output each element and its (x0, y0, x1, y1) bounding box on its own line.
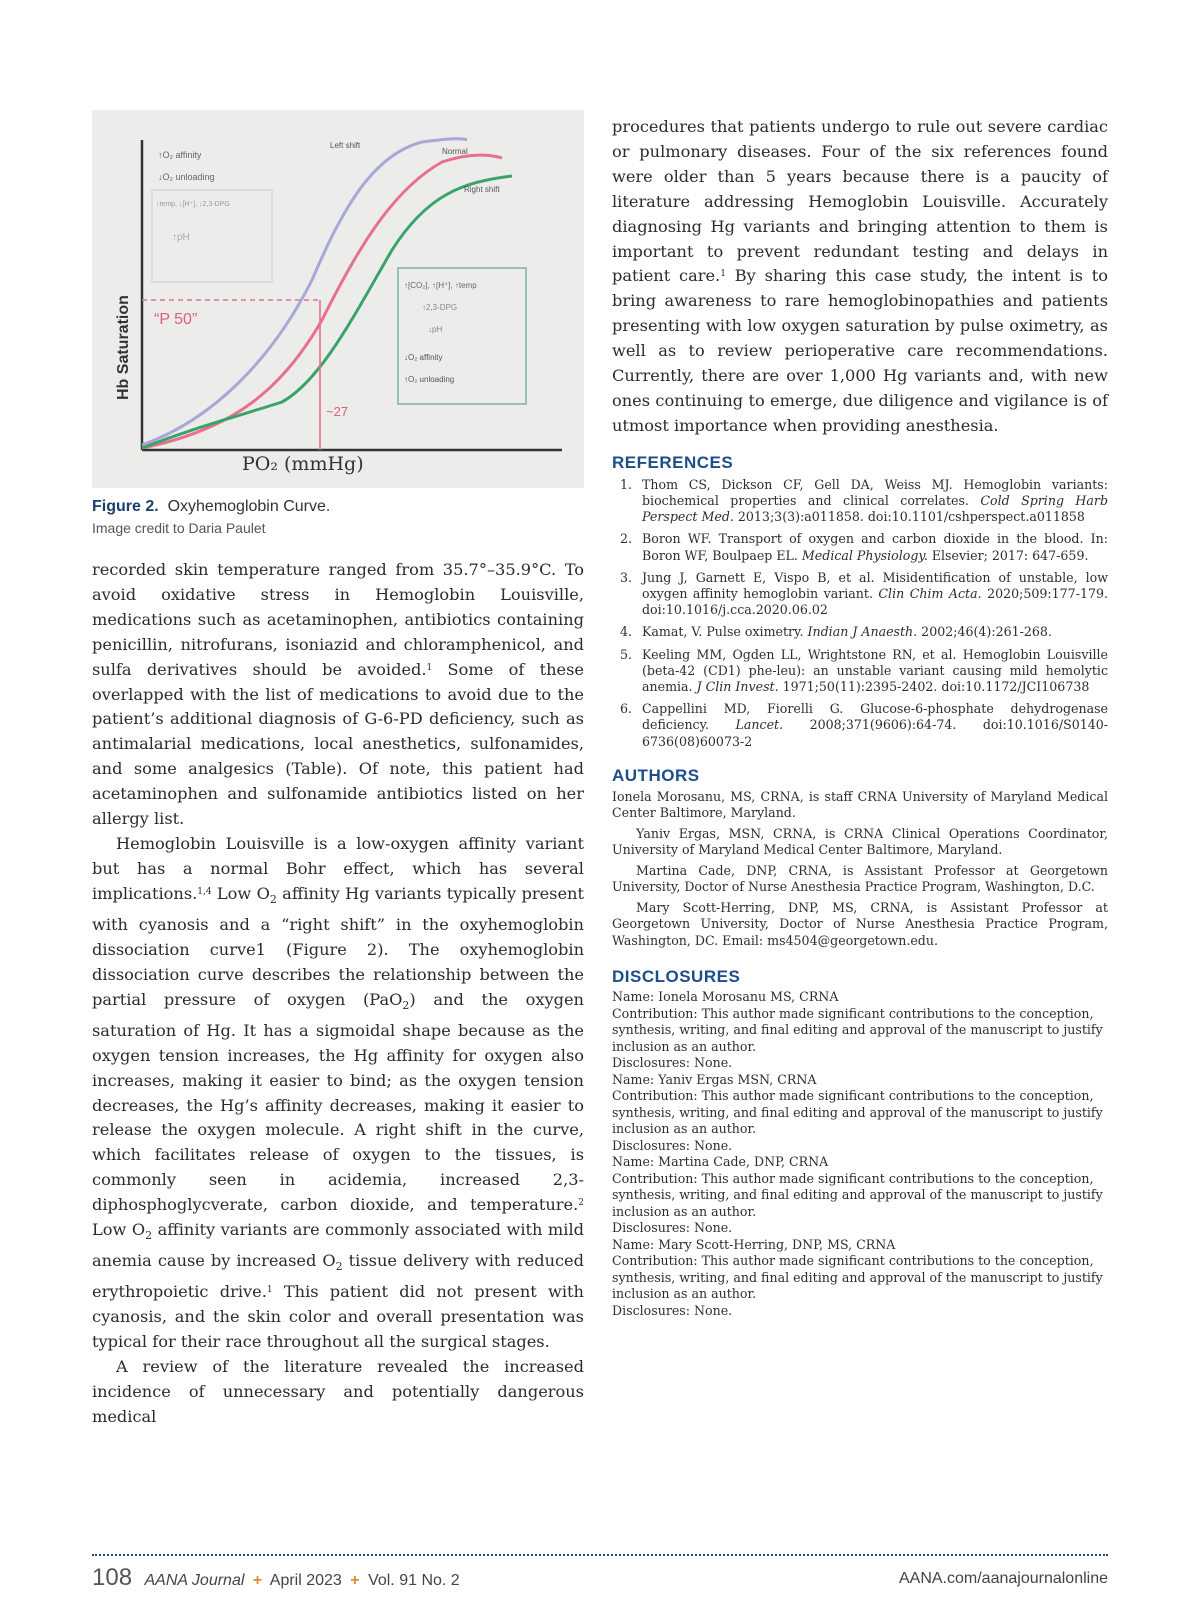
text-run: By sharing this case study, the intent is to bring awareness to rare hemoglobinopathies and patients presenting with low oxygen saturation by pulse oximetry, as well as to review perioperative care recommendations. Currently, there are over 1,000 Hg variants and, with new ones continuing to emerge, due diligence and vigilance is of utmost importance when providing anesthesia. (612, 266, 1108, 435)
disclosure-statement: Disclosures: None. (612, 1137, 733, 1153)
text-run: This patient did not present with cyanosis, and the skin color and overall presentation was typical for their race throughout all the surgical stages. (92, 1282, 584, 1352)
legend-top-line1: ↑O₂ affinity (158, 150, 202, 160)
text-run: Hemoglobin Louisville is a low-oxygen affinity variant but has a normal Bohr effect, which has several implications. (92, 833, 584, 903)
reference-item (612, 647, 1108, 696)
reference-number: 5. (620, 646, 633, 662)
journal-url[interactable]: AANA.com/aanajournalonline (898, 1570, 1108, 1587)
subscript: 2 (402, 998, 410, 1012)
disclosure-contribution: Contribution: This author made significant contributions to the conception, synthesis, writing, and final editing and approval of the manuscript to justify inclusion as an author. (612, 1088, 1103, 1137)
author-bio: Martina Cade, DNP, CRNA, is Assistant Professor at Georgetown University, Doctor of Nurse Anesthesia Practice Program, Washington, D.C. (612, 862, 1108, 895)
text-run: tissue delivery with reduced erythropoietic drive. (92, 1251, 584, 1302)
citation: 2 (578, 1198, 584, 1209)
reference-item (612, 477, 1108, 526)
issue: No. 2 (421, 1572, 460, 1589)
disclosure-name: Name: Ionela Morosanu MS, CRNA (612, 989, 839, 1005)
reference-item (612, 624, 1108, 640)
legend-top-line2: ↓O₂ unloading (158, 172, 215, 182)
authors-heading: AUTHORS (612, 765, 700, 785)
curve-left-shift (142, 139, 467, 445)
reference-text: Boron WF. Transport of oxygen and carbon dioxide in the blood. In: Boron WF, Boulpaep EL. (642, 531, 1108, 563)
reference-number: 6. (620, 701, 633, 717)
legend-right-line1: ↑[CO₂], ↑[H⁺], ↑temp (404, 281, 477, 290)
paragraph: A review of the literature revealed the increased incidence of unnecessary and potentially dangerous medical (92, 1357, 584, 1426)
citation: 1,4 (197, 886, 212, 897)
reference-text: Jung J, Garnett E, Vispo B, et al. Misidentification of unstable, low oxygen affinity hemoglobin variant. (642, 569, 1108, 601)
label-normal: Normal (442, 147, 468, 156)
reference-text: Thom CS, Dickson CF, Gell DA, Weiss MJ. Hemoglobin variants: biochemical properties and clinical correlates. (642, 476, 1108, 508)
footer-journal-info (92, 1564, 460, 1592)
text-run: affinity variants are commonly associated with mild anemia cause by increased O (92, 1220, 584, 1271)
figure-credit: Image credit to Daria Paulet (92, 520, 266, 536)
text-run: recorded skin temperature ranged from 35.7°–35.9°C. To avoid oxidative stress in Hemoglobin Louisville, medications such as acetaminophen, antibiotics containing penicillin, nitrofurans, isoniazid and chloramphenicol, and sulfa derivatives should be avoided. (92, 560, 584, 679)
disclosure-contribution: Contribution: This author made significant contributions to the conception, synthesis, writing, and final editing and approval of the manuscript to justify inclusion as an author. (612, 1005, 1103, 1054)
legend-right-line3: ↓pH (428, 325, 443, 334)
footer-divider (92, 1554, 1108, 1556)
reference-text: Cappellini MD, Fiorelli G. Glucose-6-phosphate dehydrogenase deficiency. (642, 701, 1108, 733)
issue-date: April 2023 (269, 1572, 342, 1589)
disclosures-list (612, 989, 1108, 1319)
legend-right-line2: ↑2,3-DPG (422, 303, 458, 312)
subscript: 2 (269, 893, 277, 907)
reference-journal: Indian J Anaesth. (807, 624, 918, 640)
reference-item (612, 570, 1108, 619)
reference-text: 2020;509:177-179. doi:10.1016/j.cca.2020.06.02 (642, 586, 1108, 618)
reference-item (612, 531, 1108, 563)
volume: Vol. 91 (368, 1572, 417, 1589)
label-left-shift: Left shift (330, 141, 361, 150)
left-column (92, 110, 584, 1430)
x-axis-label: PO₂ (mmHg) (242, 453, 364, 475)
disclosure-name: Name: Yaniv Ergas MSN, CRNA (612, 1071, 817, 1087)
text-run: ) and the oxygen saturation of Hg. It has a sigmoidal shape because as the oxygen tension increases, the Hg affinity for oxygen also increases, making it easier to bind; as the oxygen tension decreases, the Hg’s affinity decreases, making it easier to release the oxygen molecule. A right shift in the curve, which facilitates release of oxygen to the tissues, is commonly seen in acidemia, increased 2,3-diphosphoglycverate, carbon dioxide, and temperature. (92, 989, 584, 1215)
author-bio: Yaniv Ergas, MSN, CRNA, is CRNA Clinical Operations Coordinator, University of Maryland Medical Center Baltimore, Maryland. (612, 825, 1108, 858)
reference-text: 1971;50(11):2395-2402. doi:10.1172/JCI106738 (778, 679, 1090, 695)
legend-right-line5: ↑O₂ unloading (404, 375, 455, 384)
reference-text: 2013;3(3):a011858. doi:10.1101/cshperspect.a011858 (733, 509, 1085, 525)
separator-plus: + (350, 1572, 360, 1589)
separator-plus: + (252, 1572, 263, 1589)
right-column (612, 115, 1108, 1319)
oxyhemoglobin-chart (92, 110, 584, 488)
text-run: Low O (211, 883, 270, 903)
reference-journal: Medical Physiology. (801, 547, 928, 563)
reference-journal: J Clin Invest. (696, 679, 779, 695)
citation: 1 (720, 269, 726, 280)
legend-top-line4: ↑pH (172, 232, 190, 243)
author-bio: Ionela Morosanu, MS, CRNA, is staff CRNA University of Maryland Medical Center Baltimore, Maryland. (612, 788, 1108, 821)
figure-caption (92, 498, 584, 536)
reference-text: Elsevier; 2017: 647-659. (927, 547, 1089, 563)
page-number: 108 (92, 1564, 133, 1591)
paragraph (92, 558, 584, 832)
text-run: procedures that patients undergo to rule out severe cardiac or pulmonary diseases. Four of the six references found were older than 5 years because there is a paucity of literature addressing Hemoglobin Louisville. Accurately diagnosing Hg variants and bringing attention to them is important to prevent redundant testing and delays in patient care. (612, 117, 1108, 286)
reference-journal: Lancet. (735, 717, 784, 733)
p50-value-label: ~27 (326, 404, 349, 419)
citation: 1 (426, 662, 433, 673)
references-list (612, 477, 1108, 750)
authors-list (612, 789, 1108, 950)
reference-number: 2. (620, 531, 633, 547)
figure-title: Oxyhemoglobin Curve. (167, 498, 331, 515)
reference-text: 2008;371(9606):64-74. doi:10.1016/S0140-6736(08)60073-2 (642, 717, 1109, 749)
disclosure-contribution: Contribution: This author made significant contributions to the conception, synthesis, writing, and final editing and approval of the manuscript to justify inclusion as an author. (612, 1170, 1103, 1219)
paragraph (612, 115, 1108, 439)
disclosure-name: Name: Martina Cade, DNP, CRNA (612, 1154, 829, 1170)
figure-oxyhemoglobin-curve (92, 110, 584, 488)
y-axis-label: Hb Saturation (115, 295, 132, 400)
reference-number: 3. (620, 569, 633, 585)
text-run: Some of these overlapped with the list of medications to avoid due to the patient’s additional diagnosis of G-6-PD deficiency, such as antimalarial medications, local anesthetics, sulfonamides, and some analgesics (Table). Of note, this patient had acetaminophen and sulfonamide antibiotics listed on her allergy list. (92, 659, 584, 829)
disclosures-heading: DISCLOSURES (612, 967, 741, 987)
right-body-text (612, 115, 1108, 439)
reference-item (612, 701, 1108, 750)
references-heading: REFERENCES (612, 452, 734, 472)
reference-number: 1. (620, 476, 633, 492)
disclosure-statement: Disclosures: None. (612, 1055, 733, 1071)
left-body-text (92, 558, 584, 1430)
disclosure-name: Name: Mary Scott-Herring, DNP, MS, CRNA (612, 1236, 896, 1252)
p50-label: “P 50” (154, 311, 198, 328)
reference-text: 2002;46(4):261-268. (917, 624, 1052, 640)
author-bio: Mary Scott-Herring, DNP, MS, CRNA, is Assistant Professor at Georgetown University, Doctor of Nurse Anesthesia Practice Program, Washington, DC. Email: ms4504@georgetown.edu. (612, 899, 1108, 948)
text-run: affinity Hg variants typically present with cyanosis and a “right shift” in the oxyhemoglobin dissociation curve1 (Figure 2). The oxyhemoglobin dissociation curve describes the relationship between the partial pressure of oxygen (PaO (92, 883, 584, 1009)
disclosure-contribution: Contribution: This author made significant contributions to the conception, synthesis, writing, and final editing and approval of the manuscript to justify inclusion as an author. (612, 1253, 1103, 1302)
reference-number: 4. (620, 624, 633, 640)
figure-label: Figure 2. (92, 498, 159, 515)
journal-name: AANA Journal (144, 1572, 245, 1589)
subscript: 2 (145, 1229, 153, 1243)
text-run: Low O (92, 1220, 146, 1240)
disclosure-statement: Disclosures: None. (612, 1302, 733, 1318)
reference-text: Keeling MM, Ogden LL, Wrightstone RN, et al. Hemoglobin Louisville (beta-42 (CD1) phe-leu): an unstable variant causing mild hemolytic anemia. (642, 646, 1108, 695)
citation: 1 (266, 1285, 273, 1296)
subscript: 2 (335, 1260, 343, 1274)
reference-text: Kamat, V. Pulse oximetry. (642, 624, 808, 640)
legend-right-line4: ↓O₂ affinity (404, 353, 443, 362)
legend-top-line3: ↓temp, ↓[H⁺], ↓2,3-DPG (156, 201, 230, 208)
label-right-shift: Right shift (464, 185, 500, 194)
reference-journal: Cold Spring Harb Perspect Med. (642, 492, 1109, 525)
reference-journal: Clin Chim Acta. (878, 586, 982, 601)
disclosure-statement: Disclosures: None. (612, 1220, 733, 1236)
paragraph (92, 832, 584, 1355)
